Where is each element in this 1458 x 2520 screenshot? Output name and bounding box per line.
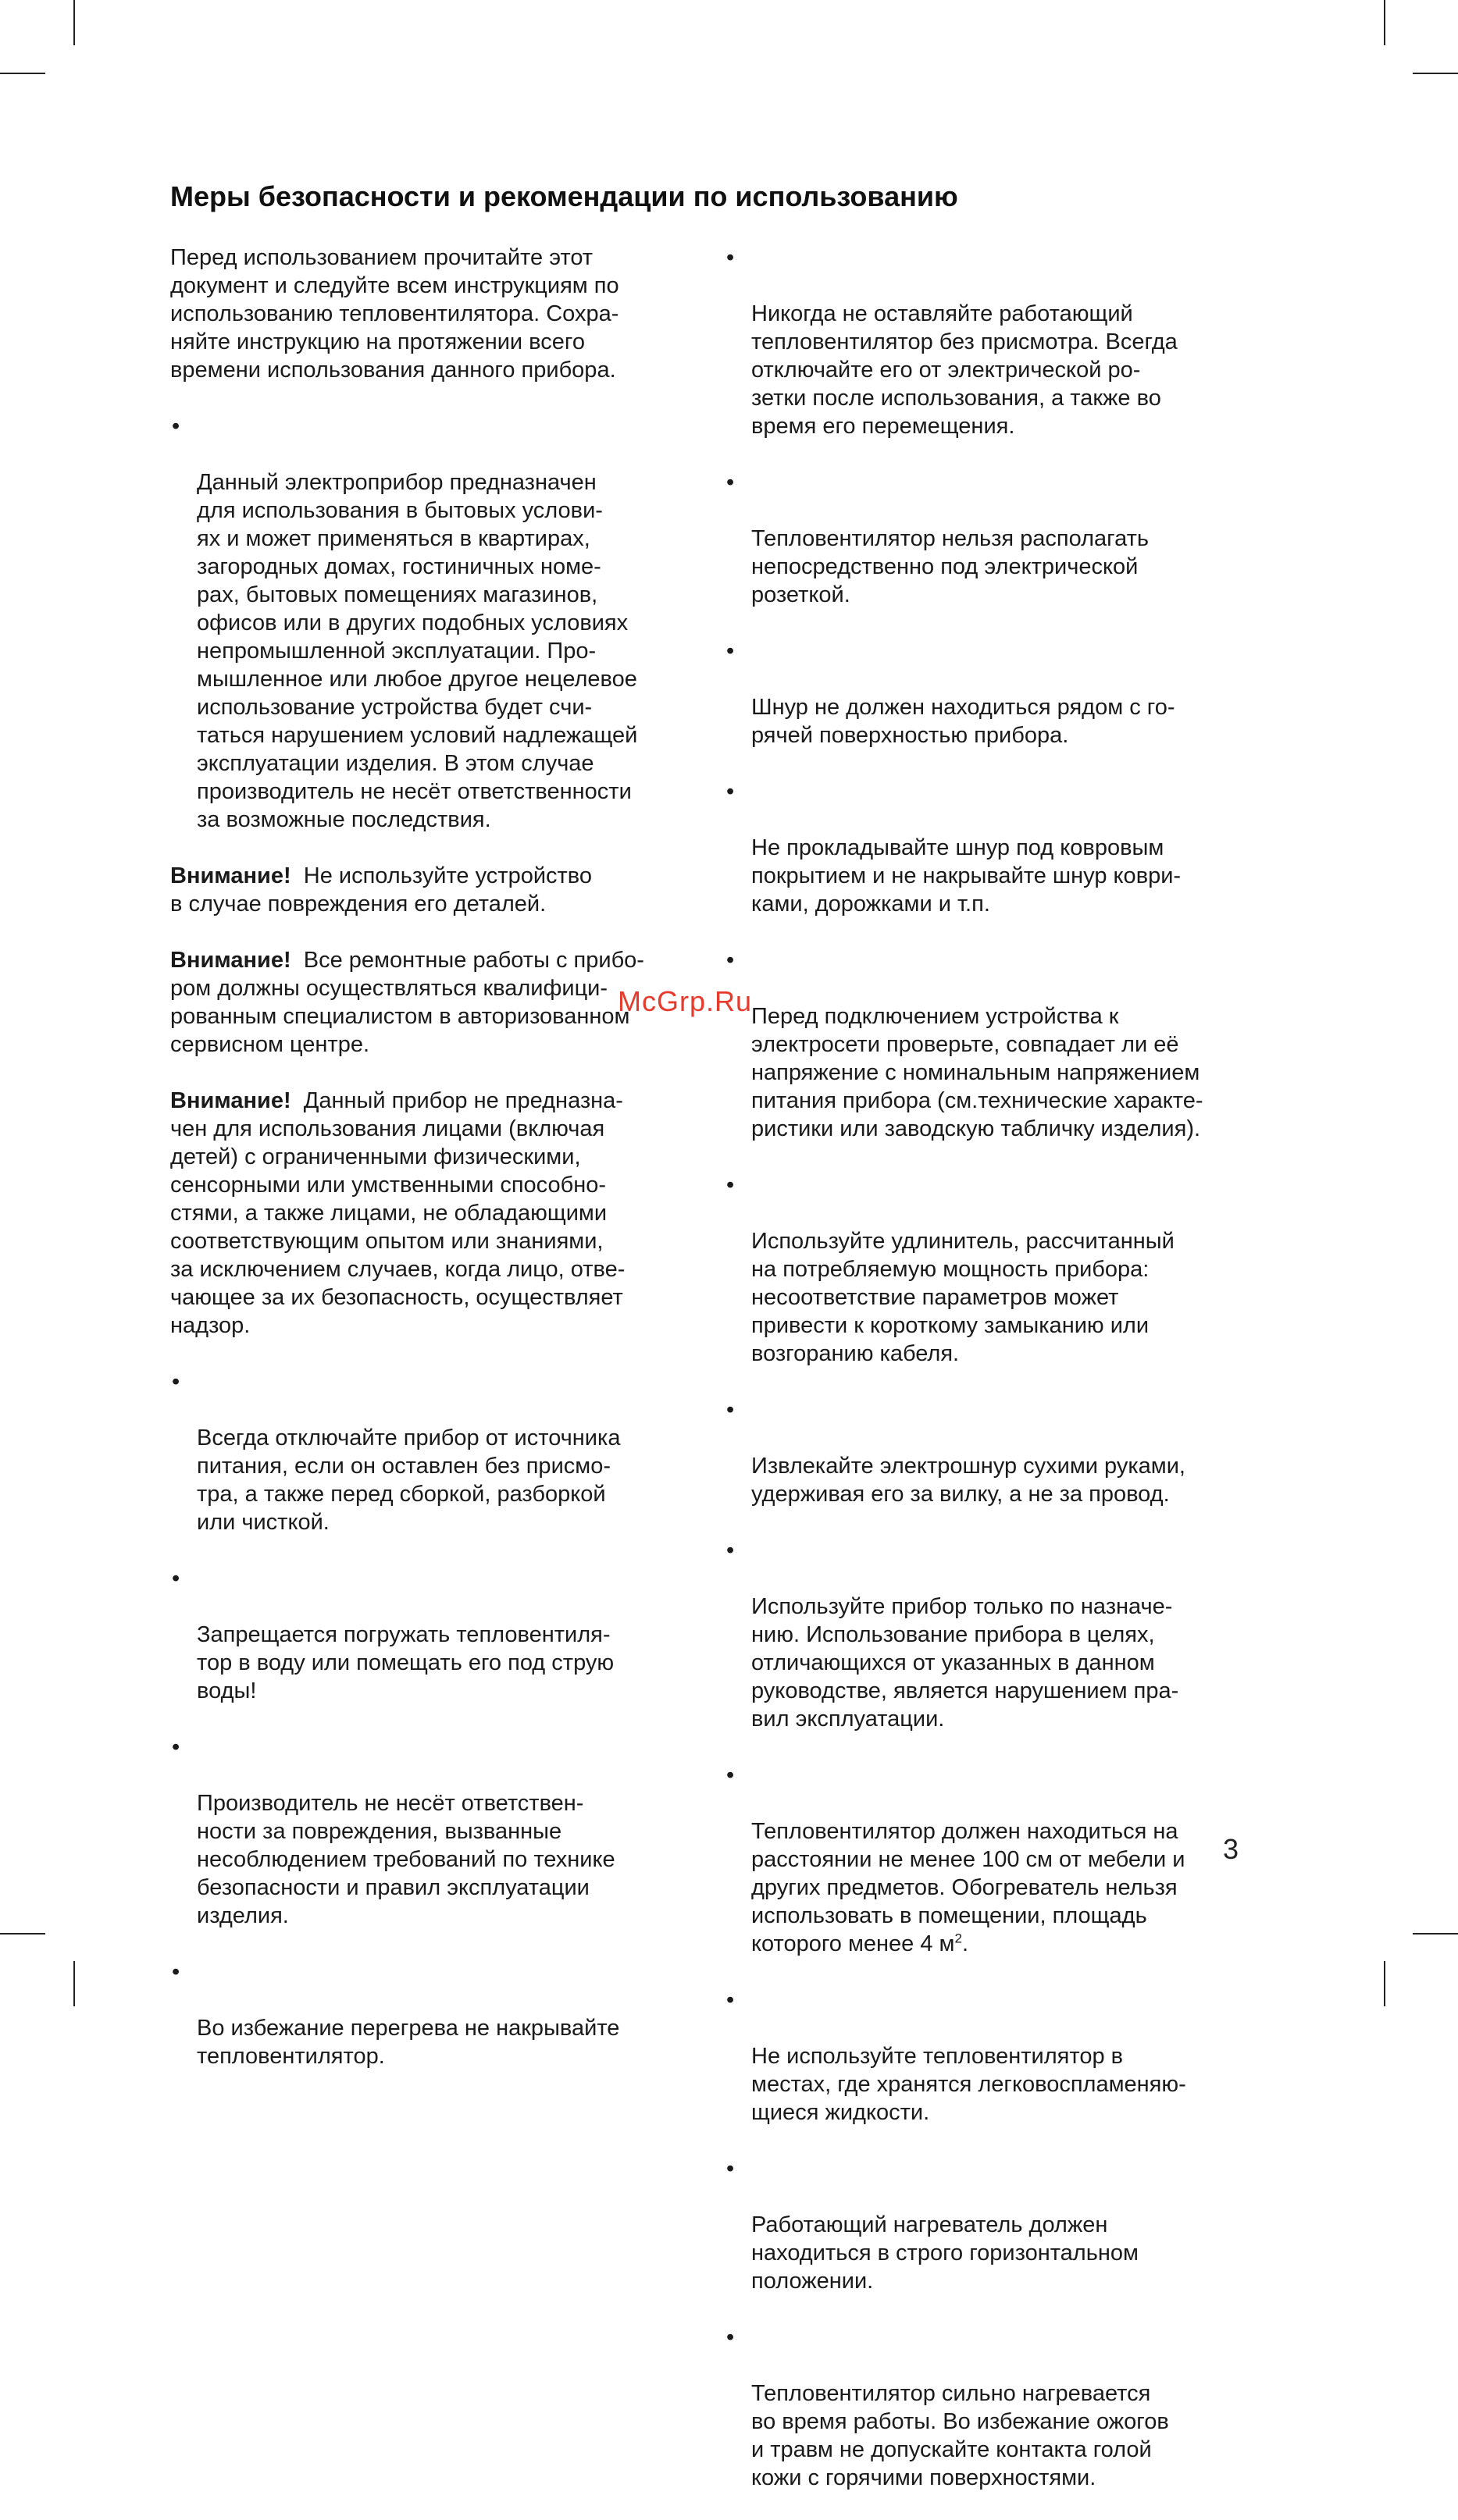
list-item-text: Не используйте тепловентилятор в местах, где хранятся легковоспламеняю- щиеся жидкости. <box>751 2044 1186 2125</box>
list-item-text-main: Тепловентилятор должен находиться на расстоянии не менее 100 см от мебели и других предметов. Обогреватель нельзя использовать в помещении, площадь которого менее 4 м <box>751 1819 1185 1956</box>
bullet-icon: • <box>172 414 180 439</box>
bullet-icon: • <box>726 948 735 973</box>
list-item-text: Производитель не несёт ответствен- ности за повреждения, вызванные несоблюдением требований по технике безопасности и правил эксплуатации изделия. <box>197 1791 615 1928</box>
list-item-text: Данный электроприбор предназначен для использования в бытовых услови- ях и может применяться в квартирах, загородных домах, гостиничных номе- рах, бытовых помещениях магазинов, офисов или в других подобных условиях непромышленной эксплуатации. Про- мышленное или любое другое нецелевое использование устройства будет счи- таться нарушением условий надлежащей эксплуатации изделия. В этом случае производитель не несёт ответственности за возможные последствия. <box>197 470 638 832</box>
bullet-icon: • <box>172 1566 180 1591</box>
list-item <box>170 412 717 834</box>
list-item <box>725 468 1271 609</box>
page-number: 3 <box>1223 1833 1239 1865</box>
intro-paragraph: Перед использованием прочитайте этот документ и следуйте всем инструкциям по использованию тепловентилятора. Сохра- няйте инструкцию на протяжении всего времени использования данного прибора. <box>170 245 619 383</box>
list-item-text: Не прокладывайте шнур под ковровым покрытием и не накрывайте шнур коври- ками, дорожками и т.п. <box>751 835 1182 917</box>
list-item <box>170 1958 717 2070</box>
list-item-text: Никогда не оставляйте работающий тепловентилятор без присмотра. Всегда отключайте его от электрической ро- зетки после использования, а также во время его перемещения. <box>751 301 1178 439</box>
list-item-text: Шнур не должен находиться рядом с го- рячей поверхностью прибора. <box>751 695 1175 748</box>
list-item-text: Тепловентилятор сильно нагревается во время работы. Во избежание ожогов и травм не допускайте контакта голой кожи с горячими поверхностями. <box>751 2381 1169 2490</box>
bullet-icon: • <box>726 779 735 804</box>
list-item-text-end: . <box>961 1931 969 1956</box>
list-item-text: Извлекайте электрошнур сухими руками, удерживая его за вилку, а не за провод. <box>751 1454 1185 1507</box>
bullet-icon: • <box>726 470 735 495</box>
crop-mark <box>73 0 75 45</box>
warning-label: Внимание! <box>170 948 291 973</box>
list-item-text: Тепловентилятор нельзя располагать непосредственно под электрической розеткой. <box>751 526 1149 607</box>
warning-text: Не используйте устройство в случае повреждения его деталей. <box>170 863 593 917</box>
list-item-text: Используйте прибор только по назначе- нию. Использование прибора в целях, отличающихся от указанных в данном руководстве, является нарушением пра- вил эксплуатации. <box>751 1594 1179 1732</box>
crop-mark <box>0 73 45 74</box>
crop-mark <box>73 1961 75 2006</box>
left-column <box>170 244 717 2098</box>
list-item <box>725 1986 1271 2127</box>
list-item <box>170 1733 717 1930</box>
list-item <box>725 2155 1271 2295</box>
crop-mark <box>1413 1933 1458 1934</box>
bullet-icon: • <box>726 1173 735 1198</box>
warning-text: Данный прибор не предназна- чен для использования лицами (включая детей) с ограниченными физическими, сенсорными или умственными способно- стями, а также лицами, не обладающими соответствующим опытом или знаниями, за исключением случаев, когда лицо, отве- чающее за их безопасность, осуществляет надзор. <box>170 1088 626 1338</box>
watermark: McGrp.Ru <box>618 985 753 1017</box>
list-item <box>725 946 1271 1143</box>
warning-text: Все ремонтные работы с прибо- ром должны осуществляться квалифици- рованным специалистом в авторизованном сервисном центре. <box>170 948 644 1057</box>
list-item <box>725 1396 1271 1508</box>
warning-label: Внимание! <box>170 1088 291 1113</box>
bullet-icon: • <box>726 2156 735 2181</box>
list-item <box>725 778 1271 918</box>
bullet-icon: • <box>726 245 735 270</box>
list-item <box>725 637 1271 749</box>
bullet-icon: • <box>726 2325 735 2350</box>
right-column <box>725 244 1271 2520</box>
list-item-text: Во избежание перегрева не накрывайте тепловентилятор. <box>197 2016 620 2069</box>
page-title: Меры безопасности и рекомендации по использованию <box>170 180 958 212</box>
list-item-text: Перед подключением устройства к электросети проверьте, совпадает ли её напряжение с номинальным напряжением питания прибора (см.технические характе- ристики или заводскую табличку изделия). <box>751 1004 1203 1141</box>
list-item <box>170 1368 717 1536</box>
list-item-text <box>751 1819 1185 1956</box>
bullet-icon: • <box>172 1369 180 1394</box>
crop-mark <box>1413 73 1458 74</box>
list-item <box>725 244 1271 440</box>
list-item <box>725 2323 1271 2492</box>
list-item-text: Используйте удлинитель, рассчитанный на потребляемую мощность прибора: несоответствие параметров может привести к короткому замыканию или возгоранию кабеля. <box>751 1229 1175 1366</box>
crop-mark <box>1384 0 1385 45</box>
bullet-icon: • <box>726 1988 735 2013</box>
bullet-icon: • <box>172 1959 180 1984</box>
list-item-text: Всегда отключайте прибор от источника питания, если он оставлен без присмо- тра, а также перед сборкой, разборкой или чисткой. <box>197 1426 621 1535</box>
crop-mark <box>1384 1961 1385 2006</box>
warning-label: Внимание! <box>170 863 291 888</box>
list-item <box>725 1536 1271 1733</box>
list-item <box>725 1761 1271 1958</box>
bullet-icon: • <box>726 1763 735 1788</box>
bullet-icon: • <box>172 1735 180 1760</box>
list-item-text: Запрещается погружать тепловентиля- тор в воду или помещать его под струю воды! <box>197 1622 615 1703</box>
crop-mark <box>0 1933 45 1934</box>
bullet-icon: • <box>726 639 735 664</box>
bullet-icon: • <box>726 1397 735 1422</box>
list-item <box>725 1171 1271 1368</box>
warning-paragraph <box>170 862 717 918</box>
bullet-icon: • <box>726 1538 735 1563</box>
warning-paragraph <box>170 1087 717 1340</box>
list-item <box>170 1564 717 1705</box>
list-item-text: Работающий нагреватель должен находиться в строго горизонтальном положении. <box>751 2212 1139 2294</box>
superscript: 2 <box>954 1931 962 1946</box>
